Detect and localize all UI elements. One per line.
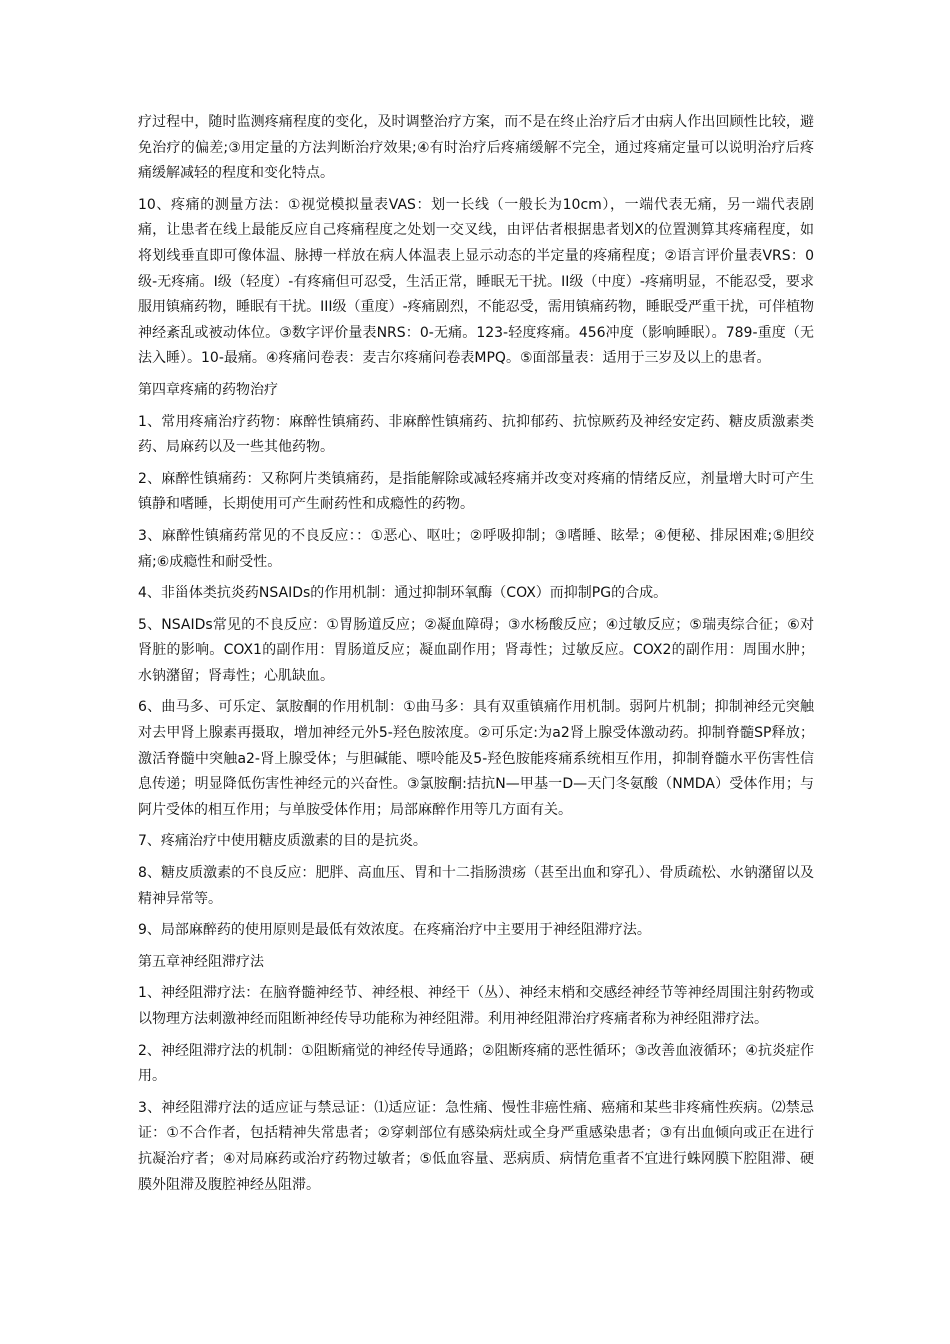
document-body xyxy=(138,110,814,1204)
paragraph-ch4-item-3: 3、麻醉性镇痛药常见的不良反应：：①恶心、呕吐；②呼吸抑制；③嗜睡、眩晕；④便秘、排尿困难;⑤胆绞痛;⑥成瘾性和耐受性。 xyxy=(138,527,814,570)
paragraph-ch4-item-4: 4、非甾体类抗炎药NSAIDs的作用机制：通过抑制环氧酶（COX）而抑制PG的合成。 xyxy=(138,585,668,602)
paragraph-ch4-item-7: 7、疼痛治疗中使用糖皮质激素的目的是抗炎。 xyxy=(138,833,427,850)
paragraph-ch5-item-3: 3、神经阻滞疗法的适应证与禁忌证：⑴适应证：急性痛、慢性非癌性痛、癌痛和某些非疼痛性疾病。⑵禁忌证：①不合作者，包括精神失常患者；②穿刺部位有感染病灶或全身严重感染患者；③有出血倾向或正在进行抗凝治疗者；④对局麻药或治疗药物过敏者；⑤低血容量、恶病质、病情危重者不宜进行蛛网膜下腔阻滞、硬膜外阻滞及腹腔神经丛阻滞。 xyxy=(138,1099,814,1193)
chapter-heading-4: 第四章疼痛的药物治疗 xyxy=(138,381,278,398)
paragraph-ch4-item-2: 2、麻醉性镇痛药：又称阿片类镇痛药，是指能解除或减轻疼痛并改变对疼痛的情绪反应，剂量增大时可产生镇静和嗜睡，长期使用可产生耐药性和成瘾性的药物。 xyxy=(138,470,814,513)
paragraph-ch5-item-2: 2、神经阻滞疗法的机制：①阻断痛觉的神经传导通路；②阻断疼痛的恶性循环；③改善血液循环；④抗炎症作用。 xyxy=(138,1042,814,1085)
paragraph-pain-measurement: 10、疼痛的测量方法：①视觉模拟量表VAS：划一长线（一般长为10cm），一端代表无痛，另一端代表剧痛，让患者在线上最能反应自己疼痛程度之处划一交叉线，由评估者根据患者划X的位置测算其疼痛程度，如将划线垂直即可像体温、脉搏一样放在病人体温表上显示动态的半定量的疼痛程度；②语言评价量表VRS：0级-无疼痛。Ⅰ级（轻度）-有疼痛但可忍受，生活正常，睡眠无干扰。II级（中度）-疼痛明显，不能忍受，要求服用镇痛药物，睡眠有干扰。III级（重度）-疼痛剧烈，不能忍受，需用镇痛药物，睡眠受严重干扰，可伴植物神经紊乱或被动体位。③数字评价量表NRS：0-无痛。123-轻度疼痛。456冲度（影响睡眠）。789-重度（无法入睡）。10-最痛。④疼痛问卷表：麦吉尔疼痛问卷表MPQ。⑤面部量表：适用于三岁及以上的患者。 xyxy=(138,196,814,367)
chapter-heading-5: 第五章神经阻滞疗法 xyxy=(138,953,264,970)
paragraph-ch4-item-6: 6、曲马多、可乐定、氯胺酮的作用机制：①曲马多：具有双重镇痛作用机制。弱阿片机制；抑制神经元突触对去甲肾上腺素再摄取，增加神经元外5-羟色胺浓度。②可乐定:为a2肾上腺受体激动药。抑制脊髓SP释放；激活脊髓中突触a2-肾上腺受体；与胆碱能、嘌呤能及5-羟色胺能疼痛系统相互作用，抑制脊髓水平伤害性信息传递；明显降低伤害性神经元的兴奋性。③氯胺酮:拮抗N—甲基一D—天门冬氨酸（NMDA）受体作用；与阿片受体的相互作用；与单胺受体作用；局部麻醉作用等几方面有关。 xyxy=(138,699,814,818)
paragraph-ch4-item-9: 9、局部麻醉药的使用原则是最低有效浓度。在疼痛治疗中主要用于神经阻滞疗法。 xyxy=(138,922,651,939)
paragraph-intro-continuation: 疗过程中，随时监测疼痛程度的变化，及时调整治疗方案，而不是在终止治疗后才由病人作出回顾性比较，避免治疗的偏差;③用定量的方法判断治疗效果;④有时治疗后疼痛缓解不完全，通过疼痛定量可以说明治疗后疼痛缓解减轻的程度和变化特点。 xyxy=(138,114,814,182)
paragraph-ch5-item-1: 1、神经阻滞疗法：在脑脊髓神经节、神经根、神经干（丛）、神经末梢和交感经神经节等神经周围注射药物或以物理方法刺激神经而阻断神经传导功能称为神经阻滞。利用神经阻滞治疗疼痛者称为神经阻滞疗法。 xyxy=(138,985,814,1027)
paragraph-ch4-item-8: 8、糖皮质激素的不良反应：肥胖、高血压、胃和十二指肠溃疡（甚至出血和穿孔）、骨质疏松、水钠潴留以及精神异常等。 xyxy=(138,865,814,907)
paragraph-ch4-item-5: 5、NSAIDs常见的不良反应：①胃肠道反应；②凝血障碍；③水杨酸反应；④过敏反应；⑤瑞夷综合征；⑥对肾脏的影响。COX1的副作用：胃肠道反应；凝血副作用；肾毒性；过敏反应。COX2的副作用：周围水肿；水钠潴留；肾毒性；心肌缺血。 xyxy=(138,616,814,684)
paragraph-ch4-item-1: 1、常用疼痛治疗药物：麻醉性镇痛药、非麻醉性镇痛药、抗抑郁药、抗惊厥药及神经安定药、糖皮质激素类药、局麻药以及一些其他药物。 xyxy=(138,413,814,456)
